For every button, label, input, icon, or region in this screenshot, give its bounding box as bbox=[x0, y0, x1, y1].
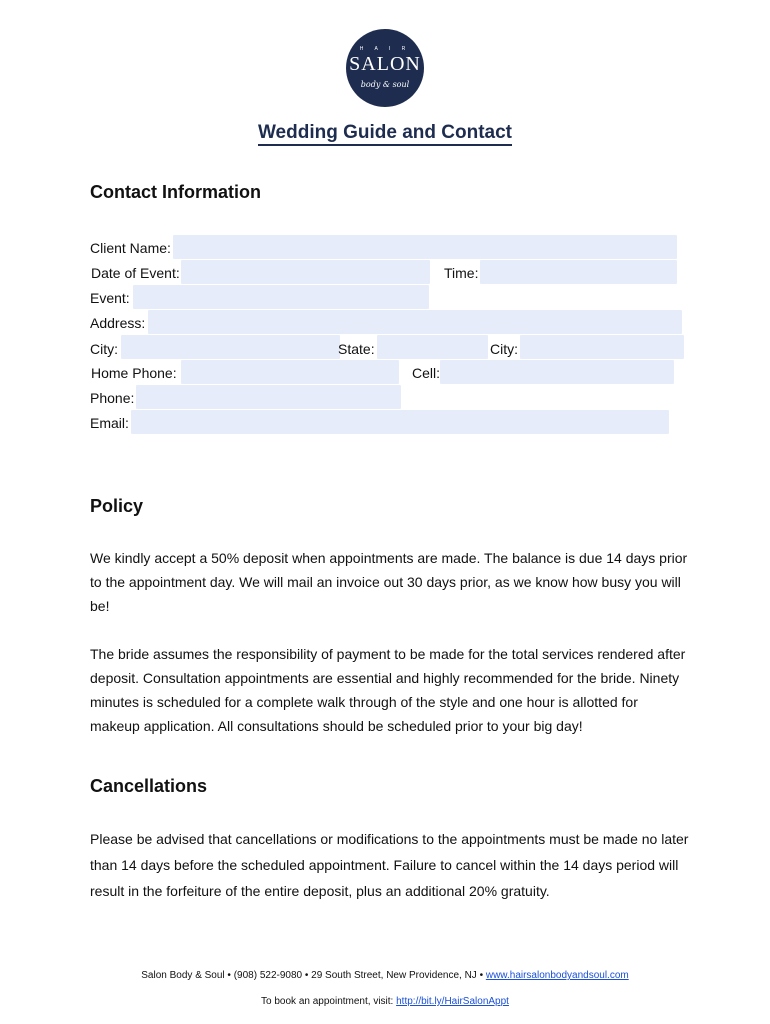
city-field-2[interactable] bbox=[520, 335, 684, 359]
phone-label: Phone: bbox=[90, 390, 135, 406]
home-phone-label: Home Phone: bbox=[91, 365, 177, 381]
cell-field[interactable] bbox=[440, 360, 674, 384]
time-label: Time: bbox=[444, 265, 479, 281]
client-name-label: Client Name: bbox=[90, 240, 171, 256]
page-title-text: Wedding Guide and Contact bbox=[258, 122, 512, 146]
date-of-event-field[interactable] bbox=[181, 260, 430, 284]
email-label: Email: bbox=[90, 415, 129, 431]
cancellations-paragraph: Please be advised that cancellations or modifications to the appointments must be made no later than 14 days before the scheduled appointment. Failure to cancel within the 14 days period will result in the forfeiture of the entire deposit, plus an additional 20% gratuity. bbox=[90, 831, 689, 899]
address-label: Address: bbox=[90, 315, 146, 331]
website-link[interactable]: www.hairsalonbodyandsoul.com bbox=[485, 970, 629, 981]
date-of-event-label: Date of Event: bbox=[91, 265, 180, 281]
address-field[interactable] bbox=[148, 310, 682, 334]
city-label-2: City: bbox=[490, 341, 518, 357]
logo-top-text: H A I R bbox=[359, 46, 411, 52]
home-phone-field[interactable] bbox=[181, 360, 399, 384]
city-field[interactable] bbox=[121, 335, 340, 359]
city-label: City: bbox=[90, 341, 118, 357]
email-field[interactable] bbox=[131, 410, 669, 434]
footer-contact-text: Salon Body & Soul • (908) 522-9080 • 29 South Street, New Providence, NJ • bbox=[141, 970, 486, 981]
client-name-field[interactable] bbox=[173, 235, 677, 259]
state-field[interactable] bbox=[377, 335, 488, 359]
event-field[interactable] bbox=[133, 285, 429, 309]
contact-heading: Contact Information bbox=[90, 182, 261, 202]
salon-logo bbox=[346, 29, 424, 107]
state-label: State: bbox=[338, 341, 375, 357]
footer-booking-line bbox=[0, 995, 770, 1008]
footer-booking-text: To book an appointment, visit: bbox=[261, 996, 397, 1007]
booking-link[interactable]: http://bit.ly/HairSalonAppt bbox=[396, 996, 509, 1007]
page-title bbox=[0, 121, 770, 145]
policy-paragraph-1: We kindly accept a 50% deposit when appointments are made. The balance is due 14 days prior to the appointment day. We will mail an invoice out 30 days prior, as we know how busy you will be! bbox=[90, 550, 688, 614]
cell-label: Cell: bbox=[412, 365, 441, 381]
event-label: Event: bbox=[90, 290, 130, 306]
phone-field[interactable] bbox=[136, 385, 401, 409]
footer-contact-line bbox=[0, 969, 770, 982]
policy-paragraph-2: The bride assumes the responsibility of payment to be made for the total services rendered after deposit. Consultation appointments are essential and highly recommended for the bride. Ninety minutes is scheduled for a complete walk through of the style and one hour is allotted for makeup application. All consultations should be scheduled prior to your big day! bbox=[90, 646, 686, 734]
logo-sub-text: body & soul bbox=[360, 80, 410, 89]
cancellations-heading: Cancellations bbox=[90, 776, 208, 796]
time-field[interactable] bbox=[480, 260, 677, 284]
policy-heading: Policy bbox=[90, 496, 144, 516]
logo-main-text: SALON bbox=[349, 53, 421, 75]
